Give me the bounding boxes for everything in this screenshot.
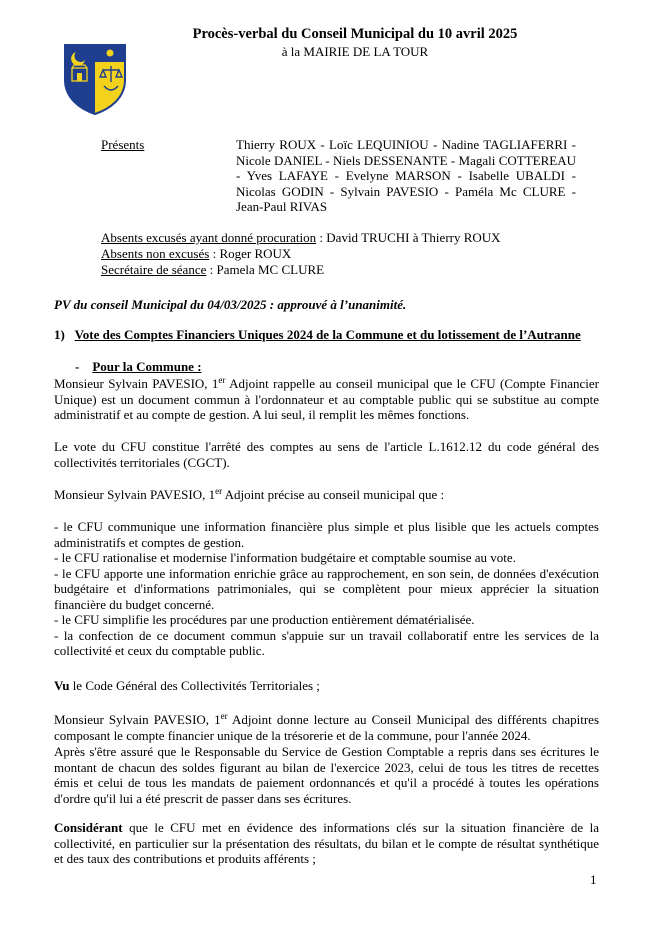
list-item: - la confection de ce document commun s'appuie sur un travail collaboratif entre les services de la collectivité et ceux du comptable public.	[54, 627, 599, 658]
unexcused-label: Absents non excusés	[101, 246, 210, 261]
excused-line	[101, 230, 501, 246]
list-item: - le CFU communique une information financière plus simple et plus lisible que les actuels comptes administratifs et comptes de gestion.	[54, 519, 599, 550]
page-number: 1	[590, 872, 597, 887]
paragraph-lecture	[54, 712, 599, 743]
p1-text-a: Monsieur Sylvain PAVESIO, 1	[54, 376, 219, 391]
bullet-list	[54, 519, 599, 659]
secretary-value: : Pamela MC CLURE	[206, 262, 325, 277]
subsection-commune	[75, 359, 202, 375]
paragraph-cfu-vote: Le vote du CFU constitue l'arrêté des comptes au sens de l'article L.1612.12 du code général des collectivités territoriales (CGCT).	[54, 439, 599, 470]
unexcused-value: : Roger ROUX	[209, 246, 292, 261]
p1-sup: er	[218, 375, 226, 385]
section-1-number: 1)	[54, 327, 65, 342]
paragraph-precision	[54, 487, 599, 503]
present-label: Présents	[101, 137, 145, 152]
p5-sup: er	[220, 711, 228, 721]
p3-text-a: Monsieur Sylvain PAVESIO, 1	[54, 487, 216, 502]
pv-approval: PV du conseil Municipal du 04/03/2025 : approuvé à l’unanimité.	[54, 297, 407, 312]
list-item: - le CFU apporte une information enrichie grâce au rapprochement, en son sein, de données d'exécution budgétaire et d'informations patrimoniales, qui se complètent pour mieux apprécier la situation financière du budget concerné.	[54, 565, 599, 612]
p1-text-b: Adjoint rappelle au conseil municipal que le CFU (Compte Financier Unique) est un document commun à l'ordonnateur et au comptable public qui se substitue au compte administratif et au compte de gestion. A lui seul, il remplit les mêmes fonctions.	[54, 376, 600, 422]
paragraph-considerant	[54, 820, 599, 867]
subsection-title: Pour la Commune :	[92, 359, 202, 374]
p5-text-a: Monsieur Sylvain PAVESIO, 1	[54, 712, 221, 727]
section-1-title: Vote des Comptes Financiers Uniques 2024 de la Commune et du lotissement de l’Autranne	[74, 327, 581, 342]
subsection-dash: -	[75, 359, 80, 374]
document-subtitle: à la MAIRIE DE LA TOUR	[281, 44, 429, 59]
list-item: - le CFU rationalise et modernise l'information budgétaire et comptable soumise au vote.	[54, 550, 516, 565]
excused-label: Absents excusés ayant donné procuration	[101, 230, 317, 245]
section-1-heading	[54, 327, 614, 343]
list-item: - le CFU simplifie les procédures par une production entièrement dématérialisée.	[54, 612, 475, 627]
vu-rest: le Code Général des Collectivités Territoriales ;	[69, 678, 320, 693]
paragraph-assure: Après s'être assuré que le Responsable du Service de Gestion Comptable a repris dans ses écritures le montant de chacun des soldes figurant au bilan de l'exercice 2023, celui de tous les titres de recettes émis et celui de tous les mandats de paiement ordonnancés et qu'il a procédé à toutes les opérations d'ordre qu'il lui a été prescrit de passer dans ses écritures.	[54, 744, 599, 806]
considerant-rest: que le CFU met en évidence des informations clés sur la situation financière de la collectivité, en particulier sur la présentation des résultats, du bilan et le compte de résultat synthétique et des taux des contributions et produits afférents ;	[54, 820, 599, 866]
secretary-label: Secrétaire de séance	[101, 262, 207, 277]
vu-bold: Vu	[54, 678, 70, 693]
considerant-bold: Considérant	[54, 820, 123, 835]
document-title: Procès-verbal du Conseil Municipal du 10 avril 2025	[192, 26, 518, 42]
excused-value: : David TRUCHI à Thierry ROUX	[316, 230, 501, 245]
paragraph-vu	[54, 678, 599, 694]
present-names: Thierry ROUX - Loïc LEQUINIOU - Nadine TAGLIAFERRI - Nicole DANIEL - Niels DESSENANTE - Magali COTTEREAU - Yves LAFAYE - Evelyne MARSON - Isabelle UBALDI - Nicolas GODIN - Sylvain PAVESIO - Paméla Mc CLURE - Jean-Paul RIVAS	[236, 137, 576, 214]
unexcused-line	[101, 246, 291, 262]
paragraph-cfu-definition	[54, 376, 599, 423]
p3-sup: er	[215, 486, 223, 496]
secretary-line	[101, 262, 324, 278]
p3-text-b: Adjoint précise au conseil municipal que :	[222, 487, 445, 502]
municipal-crest-icon	[62, 42, 128, 116]
p5-text-b: Adjoint donne lecture au Conseil Municipal des différents chapitres composant le compte financier unique de la trésorerie et de la commune, pour l'année 2024.	[54, 712, 599, 743]
